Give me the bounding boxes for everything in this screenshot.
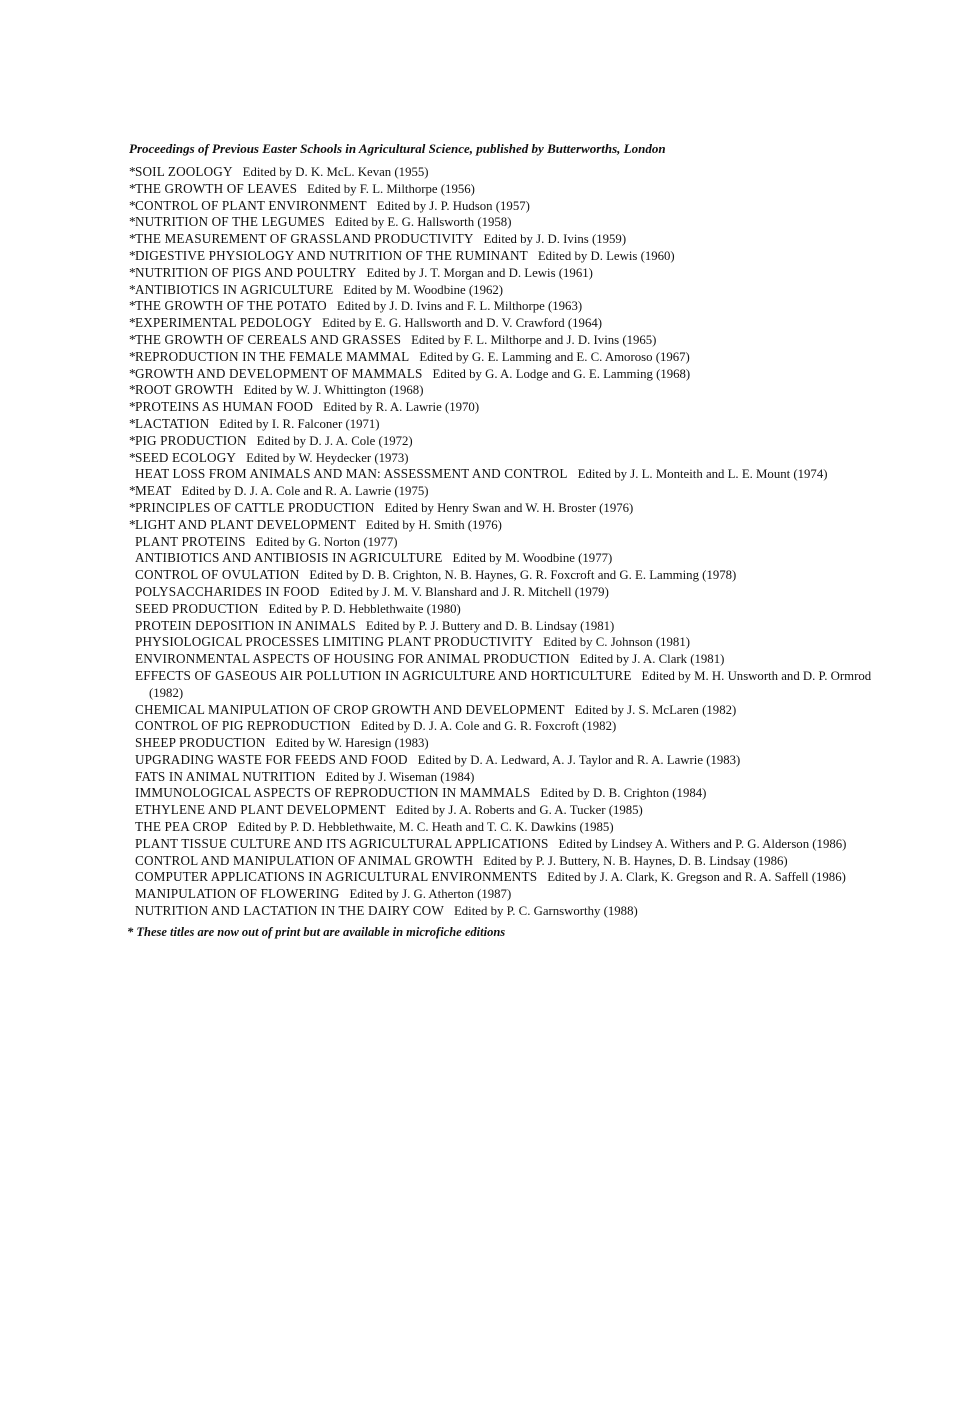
book-title: SOIL ZOOLOGY <box>135 164 233 179</box>
book-editors: Edited by W. Haresign (1983) <box>275 736 429 751</box>
list-item <box>129 282 874 299</box>
book-editors: Edited by E. G. Hallsworth (1958) <box>334 215 512 230</box>
book-editors: Edited by D. J. A. Cole and G. R. Foxcroft (1982) <box>360 719 617 734</box>
book-title: GROWTH AND DEVELOPMENT OF MAMMALS <box>135 365 423 381</box>
book-editors: Edited by H. Smith (1976) <box>365 517 502 532</box>
list-item <box>129 315 874 332</box>
list-item <box>129 869 874 886</box>
out-of-print-marker: * <box>129 432 136 448</box>
book-title: IMMUNOLOGICAL ASPECTS OF REPRODUCTION IN MAMMALS <box>135 785 531 801</box>
out-of-print-marker: * <box>129 197 136 213</box>
page-heading: Proceedings of Previous Easter Schools in Agricultural Science, published by Butterworths, London <box>129 141 666 156</box>
book-title: REPRODUCTION IN THE FEMALE MAMMAL <box>135 348 410 364</box>
out-of-print-marker: * <box>129 348 136 364</box>
list-item <box>129 886 874 903</box>
book-title: LACTATION <box>135 415 210 431</box>
list-item <box>129 853 874 870</box>
list-item <box>129 702 874 719</box>
out-of-print-marker: * <box>129 164 136 179</box>
list-item <box>129 366 874 383</box>
book-title: EXPERIMENTAL PEDOLOGY <box>135 315 313 331</box>
list-item <box>129 836 874 853</box>
book-title: PLANT PROTEINS <box>135 533 246 549</box>
book-editors: Edited by Lindsey A. Withers and P. G. Alderson (1986) <box>558 836 847 851</box>
book-editors: Edited by D. J. A. Cole and R. A. Lawrie (1975) <box>181 484 429 499</box>
book-editors: Edited by J. A. Roberts and G. A. Tucker (1985) <box>395 803 643 818</box>
book-editors: Edited by F. L. Milthorpe and J. D. Ivins (1965) <box>411 332 657 347</box>
out-of-print-marker: * <box>129 298 136 314</box>
book-title: THE GROWTH OF LEAVES <box>135 180 298 196</box>
book-editors: Edited by J. M. V. Blanshard and J. R. Mitchell (1979) <box>329 584 609 599</box>
list-item <box>129 450 874 467</box>
list-item <box>129 248 874 265</box>
book-title: LIGHT AND PLANT DEVELOPMENT <box>135 516 356 532</box>
book-title: PROTEIN DEPOSITION IN ANIMALS <box>135 617 356 633</box>
book-editors: Edited by M. H. Unsworth and D. P. Ormrod (1982) <box>149 668 872 700</box>
list-item <box>129 903 874 920</box>
book-title: EFFECTS OF GASEOUS AIR POLLUTION IN AGRICULTURE AND HORTICULTURE <box>135 667 632 683</box>
book-title: ANTIBIOTICS IN AGRICULTURE <box>135 281 334 297</box>
list-item <box>129 433 874 450</box>
book-editors: Edited by J. S. McLaren (1982) <box>574 702 737 717</box>
book-editors: Edited by J. A. Clark, K. Gregson and R. A. Saffell (1986) <box>547 870 846 885</box>
list-item <box>129 332 874 349</box>
book-editors: Edited by J. A. Clark (1981) <box>579 652 725 667</box>
out-of-print-marker: * <box>129 399 136 415</box>
book-title: POLYSACCHARIDES IN FOOD <box>135 583 320 599</box>
list-item <box>129 298 874 315</box>
list-item <box>129 718 874 735</box>
book-title: MANIPULATION OF FLOWERING <box>135 886 340 902</box>
list-item <box>129 416 874 433</box>
book-editors: Edited by G. A. Lodge and G. E. Lamming (1968) <box>432 366 691 381</box>
list-item <box>129 752 874 769</box>
book-title: NUTRITION OF THE LEGUMES <box>135 214 325 230</box>
list-item <box>129 735 874 752</box>
out-of-print-marker: * <box>129 231 136 247</box>
book-list-page <box>129 140 874 941</box>
list-item <box>129 601 874 618</box>
list-item <box>129 668 874 702</box>
list-item <box>129 231 874 248</box>
book-title: ROOT GROWTH <box>135 382 234 398</box>
list-item <box>129 181 874 198</box>
list-item <box>129 567 874 584</box>
book-editors: Edited by D. Lewis (1960) <box>537 248 675 263</box>
list-item <box>129 785 874 802</box>
list-item <box>129 651 874 668</box>
book-title: THE PEA CROP <box>135 819 228 835</box>
book-editors: Edited by P. D. Hebblethwaite, M. C. Heath and T. C. K. Dawkins (1985) <box>237 820 614 835</box>
book-editors: Edited by C. Johnson (1981) <box>543 635 690 650</box>
out-of-print-marker: * <box>129 247 136 263</box>
book-title: SEED ECOLOGY <box>135 449 237 465</box>
book-editors: Edited by M. Woodbine (1977) <box>452 551 613 566</box>
book-title: PLANT TISSUE CULTURE AND ITS AGRICULTURAL APPLICATIONS <box>135 835 549 851</box>
book-title: HEAT LOSS FROM ANIMALS AND MAN: ASSESSMENT AND CONTROL <box>135 466 568 482</box>
book-editors: Edited by D. J. A. Cole (1972) <box>256 433 413 448</box>
list-item <box>129 198 874 215</box>
list-item <box>129 550 874 567</box>
book-editors: Edited by J. L. Monteith and L. E. Mount (1974) <box>577 467 828 482</box>
book-editors: Edited by P. D. Hebblethwaite (1980) <box>268 601 461 616</box>
proceedings-list <box>129 164 874 920</box>
list-item <box>129 500 874 517</box>
book-title: NUTRITION OF PIGS AND POULTRY <box>135 264 357 280</box>
list-item <box>129 634 874 651</box>
book-editors: Edited by D. K. McL. Kevan (1955) <box>242 165 429 179</box>
book-title: CONTROL AND MANIPULATION OF ANIMAL GROWTH <box>135 852 474 868</box>
out-of-print-marker: * <box>129 483 136 499</box>
list-item <box>129 769 874 786</box>
book-title: CONTROL OF PLANT ENVIRONMENT <box>135 197 367 213</box>
book-editors: Edited by P. J. Buttery and D. B. Lindsay (1981) <box>365 618 615 633</box>
out-of-print-marker: * <box>129 382 136 398</box>
list-item <box>129 802 874 819</box>
book-title: PHYSIOLOGICAL PROCESSES LIMITING PLANT PRODUCTIVITY <box>135 634 534 650</box>
book-editors: Edited by F. L. Milthorpe (1956) <box>307 181 475 196</box>
book-editors: Edited by D. B. Crighton (1984) <box>540 786 707 801</box>
book-editors: Edited by G. Norton (1977) <box>255 534 398 549</box>
book-title: THE MEASUREMENT OF GRASSLAND PRODUCTIVITY <box>135 231 474 247</box>
book-title: ETHYLENE AND PLANT DEVELOPMENT <box>135 802 386 818</box>
book-title: MEAT <box>135 483 172 499</box>
list-item <box>129 265 874 282</box>
list-item <box>129 382 874 399</box>
list-item <box>129 399 874 416</box>
book-editors: Edited by W. Heydecker (1973) <box>246 450 409 465</box>
book-editors: Edited by J. P. Hudson (1957) <box>376 198 530 213</box>
book-title: PIG PRODUCTION <box>135 432 247 448</box>
book-title: NUTRITION AND LACTATION IN THE DAIRY COW <box>135 903 444 919</box>
list-item <box>129 534 874 551</box>
footnote: * These titles are now out of print but are available in microfiche editions <box>127 924 506 939</box>
book-editors: Edited by M. Woodbine (1962) <box>343 282 504 297</box>
book-title: THE GROWTH OF CEREALS AND GRASSES <box>135 331 402 347</box>
out-of-print-marker: * <box>129 180 136 196</box>
book-editors: Edited by J. D. Ivins (1959) <box>483 232 627 247</box>
list-item <box>129 349 874 366</box>
list-item <box>129 214 874 231</box>
book-title: SHEEP PRODUCTION <box>135 735 266 751</box>
out-of-print-marker: * <box>129 331 136 347</box>
book-editors: Edited by D. B. Crighton, N. B. Haynes, G. R. Foxcroft and G. E. Lamming (1978) <box>309 568 737 583</box>
book-editors: Edited by R. A. Lawrie (1970) <box>323 400 480 415</box>
list-item <box>129 483 874 500</box>
out-of-print-marker: * <box>129 365 136 381</box>
book-editors: Edited by P. J. Buttery, N. B. Haynes, D. B. Lindsay (1986) <box>483 853 788 868</box>
book-editors: Edited by J. D. Ivins and F. L. Milthorpe (1963) <box>336 299 583 314</box>
list-item <box>129 819 874 836</box>
book-title: COMPUTER APPLICATIONS IN AGRICULTURAL ENVIRONMENTS <box>135 869 538 885</box>
list-item <box>129 517 874 534</box>
book-editors: Edited by J. G. Atherton (1987) <box>349 887 512 902</box>
list-item <box>129 584 874 601</box>
book-title: CHEMICAL MANIPULATION OF CROP GROWTH AND DEVELOPMENT <box>135 701 565 717</box>
out-of-print-marker: * <box>129 516 136 532</box>
out-of-print-marker: * <box>129 449 136 465</box>
book-editors: Edited by W. J. Whittington (1968) <box>243 383 424 398</box>
book-editors: Edited by Henry Swan and W. H. Broster (1976) <box>384 500 634 515</box>
book-editors: Edited by J. Wiseman (1984) <box>325 769 475 784</box>
out-of-print-marker: * <box>129 499 136 515</box>
book-editors: Edited by E. G. Hallsworth and D. V. Crawford (1964) <box>322 316 603 331</box>
book-title: CONTROL OF OVULATION <box>135 567 300 583</box>
out-of-print-marker: * <box>129 281 136 297</box>
out-of-print-marker: * <box>129 415 136 431</box>
book-title: SEED PRODUCTION <box>135 600 259 616</box>
book-editors: Edited by D. A. Ledward, A. J. Taylor and R. A. Lawrie (1983) <box>417 752 741 767</box>
list-item <box>129 618 874 635</box>
list-item <box>129 466 874 483</box>
book-title: DIGESTIVE PHYSIOLOGY AND NUTRITION OF THE RUMINANT <box>135 247 528 263</box>
book-editors: Edited by P. C. Garnsworthy (1988) <box>453 904 638 919</box>
out-of-print-marker: * <box>129 315 136 331</box>
out-of-print-marker: * <box>129 264 136 280</box>
book-editors: Edited by G. E. Lamming and E. C. Amoroso (1967) <box>419 349 690 364</box>
book-title: PROTEINS AS HUMAN FOOD <box>135 399 314 415</box>
book-title: ANTIBIOTICS AND ANTIBIOSIS IN AGRICULTURE <box>135 550 443 566</box>
book-title: THE GROWTH OF THE POTATO <box>135 298 327 314</box>
list-item <box>129 164 874 181</box>
book-title: CONTROL OF PIG REPRODUCTION <box>135 718 351 734</box>
book-title: PRINCIPLES OF CATTLE PRODUCTION <box>135 499 375 515</box>
out-of-print-marker: * <box>129 214 136 230</box>
book-editors: Edited by I. R. Falconer (1971) <box>219 416 380 431</box>
book-title: UPGRADING WASTE FOR FEEDS AND FOOD <box>135 751 408 767</box>
book-editors: Edited by J. T. Morgan and D. Lewis (1961) <box>366 265 593 280</box>
book-title: FATS IN ANIMAL NUTRITION <box>135 768 316 784</box>
book-title: ENVIRONMENTAL ASPECTS OF HOUSING FOR ANIMAL PRODUCTION <box>135 651 570 667</box>
